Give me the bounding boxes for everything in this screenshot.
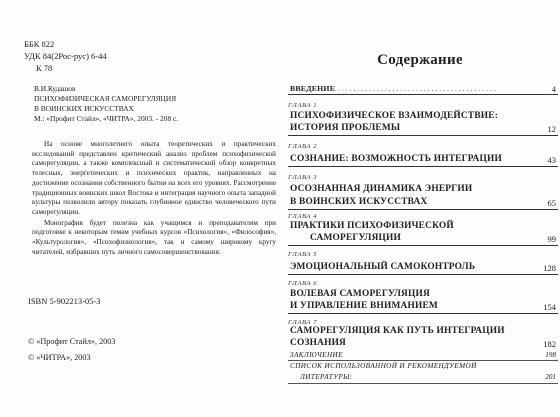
publisher-line: М.: «Профит Стайл», «ЧИТРА», 2003. - 208 с. — [34, 114, 179, 123]
chapter-label: ГЛАВА 1 — [288, 102, 318, 109]
toc-entry-title: ЗАКЛЮЧЕНИЕ — [290, 351, 343, 359]
toc-entry-chapter-2[interactable] — [288, 143, 558, 167]
toc-entry-title: ОСОЗНАННАЯ ДИНАМИКА ЭНЕРГИИ — [290, 184, 473, 194]
toc-entry-chapter-6[interactable] — [288, 280, 558, 314]
annotation-paragraph-2: Монография будет полезна как учащимся и преподавателям при подготовке к некоторым темам учебных курсов «Психология», «Философия», «Культурология», «Психофизиология», так и самому широкому кругу читателей, избравших путь личного самосовершенствования. — [32, 218, 276, 256]
toc-entry-title-line-2: В ВОИНСКИХ ИСКУССТВАХ — [290, 197, 428, 207]
toc-entry-title: САМОРЕГУЛЯЦИЯ КАК ПУТЬ ИНТЕГРАЦИИ — [290, 326, 505, 336]
contents-page — [280, 0, 560, 417]
copyright-2: © «ЧИТРА», 2003 — [28, 353, 91, 362]
toc-entry-conclusion[interactable] — [288, 351, 558, 361]
chapter-label: ГЛАВА 7 — [288, 319, 318, 326]
toc-entry-title-line-2: ИСТОРИЯ ПРОБЛЕМЫ — [290, 123, 401, 133]
toc-entry-intro[interactable] — [288, 83, 558, 95]
toc-page-number: 4 — [551, 84, 556, 94]
bibliographic-entry — [34, 84, 264, 124]
toc-entry-title: СОЗНАНИЕ: ВОЗМОЖНОСТЬ ИНТЕГРАЦИИ — [290, 154, 502, 164]
toc-entry-bibliography[interactable] — [288, 362, 558, 384]
isbn: ISBN 5-902213-05-3 — [28, 296, 101, 306]
book-title-line-2: В ВОИНСКИХ ИСКУССТВАХ — [34, 104, 134, 113]
toc-entry-chapter-4[interactable] — [288, 213, 558, 246]
toc-page-number: 12 — [547, 124, 556, 134]
chapter-label: ГЛАВА 2 — [288, 143, 318, 150]
toc-page-number: 128 — [543, 263, 556, 273]
toc-entry-title: ПРАКТИКИ ПСИХОФИЗИЧЕСКОЙ — [290, 221, 454, 231]
author-name: В.И.Кудашов — [34, 84, 76, 93]
toc-entry-title: ВВЕДЕНИЕ — [290, 84, 336, 93]
annotation — [32, 140, 276, 258]
toc-entry-chapter-1[interactable] — [288, 102, 558, 136]
toc-entry-title: СПИСОК ИСПОЛЬЗОВАННОЙ И РЕКОМЕНДУЕМОЙ — [290, 362, 477, 370]
chapter-label: ГЛАВА 3 — [288, 174, 318, 181]
toc-page-number: 43 — [547, 155, 556, 165]
chapter-label: ГЛАВА 6 — [288, 280, 318, 287]
leader-dots: . . . . . . . . . . . . . . . . . . . . . . . . . . . . . . . . . . . . . . . . . . — [334, 84, 496, 93]
classification-block — [24, 38, 107, 74]
toc-entry-title-line-2: И УПРАВЛЕНИЕ ВНИМАНИЕМ — [290, 301, 438, 311]
toc-page-number: 182 — [543, 339, 556, 349]
toc-entry-chapter-3[interactable] — [288, 174, 558, 210]
toc-entry-title: ЭМОЦИОНАЛЬНЫЙ САМОКОНТРОЛЬ — [290, 262, 476, 272]
toc-page-number: 154 — [543, 302, 556, 312]
toc-page-number: 65 — [547, 198, 556, 208]
toc-page-number: 201 — [545, 373, 556, 381]
chapter-label: ГЛАВА 5 — [288, 251, 318, 258]
udk-code: УДК 84(2Рос-рус) 6-44 — [24, 51, 107, 61]
annotation-paragraph-1: На основе многолетнего опыта теоретических и практических исследований представлен критический анализ проблем психофизической саморегуляции, а также комплексный и систематический обзор конкретных телесных, энергетических и психических практик, направленных на достижение осознания собственного бытия на всех его уровнях. Рассмотрение традиционных воинских школ Востока и интеграция научного опыта западной культуры позволили автору показать глубинное единство человеческого пути саморегуляции. — [32, 140, 276, 216]
toc-entry-chapter-5[interactable] — [288, 251, 558, 275]
book-title-line-1: ПСИХОФИЗИЧЕСКАЯ САМОРЕГУЛЯЦИЯ — [34, 94, 177, 103]
toc-entry-title: ВОЛЕВАЯ САМОРЕГУЛЯЦИЯ — [290, 289, 430, 299]
chapter-label: ГЛАВА 4 — [288, 213, 318, 220]
bbk-code: ББК 822 — [24, 39, 55, 49]
toc-entry-title-line-2: ЛИТЕРАТУРЫ: — [300, 373, 353, 381]
author-mark: К 78 — [36, 63, 53, 73]
toc-entry-chapter-7[interactable] — [288, 319, 558, 351]
toc-entry-title-line-2: САМОРЕГУЛЯЦИИ — [310, 233, 402, 243]
copyright-1: © «Профит Стайл», 2003 — [28, 337, 116, 346]
toc-page-number: 99 — [547, 234, 556, 244]
toc-entry-title: ПСИХОФИЗИЧЕСКОЕ ВЗАИМОДЕЙСТВИЕ: — [290, 111, 499, 121]
toc-title: Содержание — [377, 52, 463, 68]
toc-page-number: 198 — [545, 351, 556, 359]
toc-entry-title-line-2: СОЗНАНИЯ — [290, 338, 347, 348]
